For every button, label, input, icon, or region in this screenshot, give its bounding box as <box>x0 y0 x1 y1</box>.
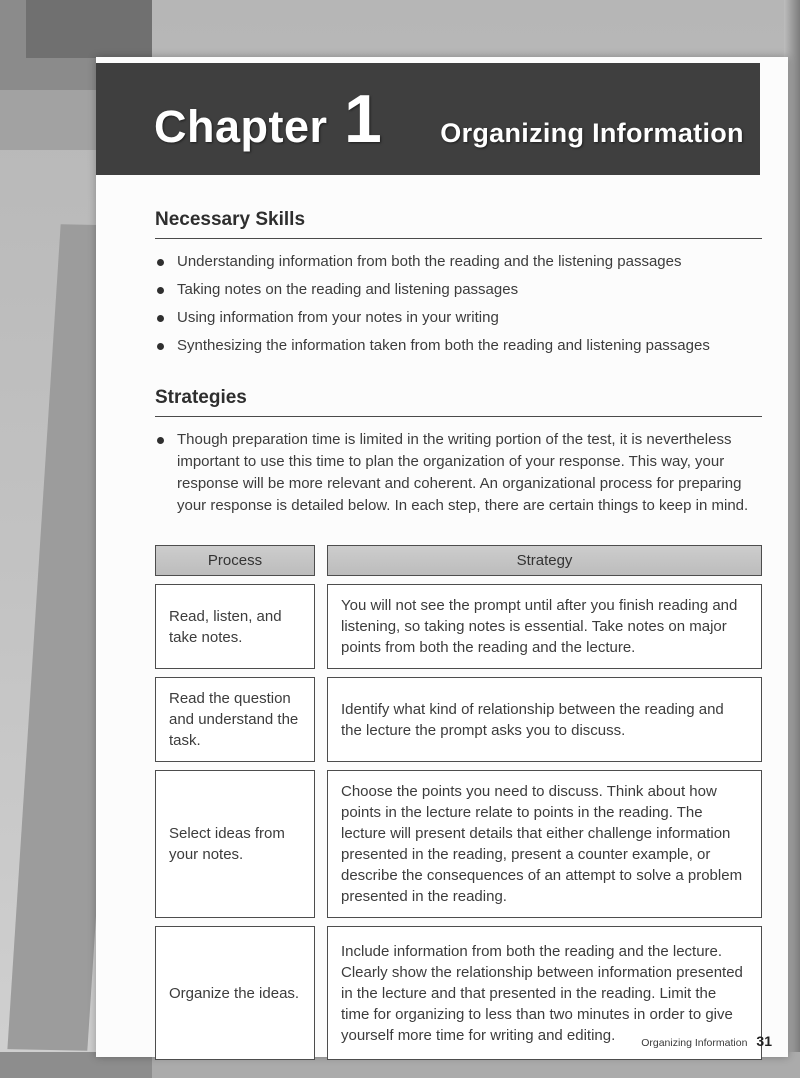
bullet-icon <box>157 343 164 350</box>
process-strategy-table <box>155 545 762 1060</box>
list-item <box>155 335 762 357</box>
strategies-intro-text: Though preparation time is limited in the writing portion of the test, it is nevertheless important to use this time to plan the organization of your response. This way, your response will be more relevant and coherent. An organizational process for preparing your response is detailed below. In each step, there are certain things to keep in mind. <box>177 431 749 514</box>
list-item <box>155 251 762 273</box>
list-item <box>155 429 762 517</box>
table-cell-strategy: You will not see the prompt until after you finish reading and listening, so taking notes is essential. Take notes on major points from both the reading and the lecture. <box>327 584 762 669</box>
table-cell-strategy: Identify what kind of relationship between the reading and the lecture the prompt asks you to discuss. <box>327 677 762 762</box>
chapter-header <box>96 63 760 175</box>
chapter-header-text <box>96 80 744 158</box>
chapter-title: Organizing Information <box>440 118 744 148</box>
table-header-strategy: Strategy <box>327 545 762 576</box>
bullet-icon <box>157 287 164 294</box>
footer-running-title: Organizing Information <box>641 1037 748 1049</box>
list-item-text: Taking notes on the reading and listening passages <box>177 281 519 298</box>
strategies-list <box>155 429 762 517</box>
background-shape-top-left-dark <box>26 0 152 58</box>
list-item <box>155 279 762 301</box>
necessary-skills-heading: Necessary Skills <box>155 209 762 239</box>
table-cell-process: Read the question and understand the task. <box>155 677 315 762</box>
page-footer <box>641 1033 772 1049</box>
list-item-text: Synthesizing the information taken from both the reading and listening passages <box>177 337 710 354</box>
table-cell-strategy: Include information from both the reading and the lecture. Clearly show the relationship between information presented in the lecture and that presented in the reading. Limit the time for organizing to less than two minutes in order to give yourself more time for writing and editing. <box>327 926 762 1060</box>
bullet-icon <box>157 437 164 444</box>
chapter-number: 1 <box>343 81 382 157</box>
table-cell-strategy: Choose the points you need to discuss. Think about how points in the lecture relate to points in the reading. The lecture will present details that either challenge information presented in the reading, present a counter example, or describe the consequences of an attempt to solve a problem presented in the reading. <box>327 770 762 918</box>
bullet-icon <box>157 315 164 322</box>
necessary-skills-list <box>155 251 762 357</box>
list-item <box>155 307 762 329</box>
book-page <box>96 57 788 1057</box>
necessary-skills-section <box>155 209 762 357</box>
table-cell-process: Organize the ideas. <box>155 926 315 1060</box>
list-item-text: Understanding information from both the reading and the listening passages <box>177 253 682 270</box>
bullet-icon <box>157 259 164 266</box>
strategies-section <box>155 387 762 517</box>
page-content <box>155 209 762 1060</box>
page-number: 31 <box>756 1033 772 1049</box>
strategies-heading: Strategies <box>155 387 762 417</box>
table-cell-process: Read, listen, and take notes. <box>155 584 315 669</box>
chapter-label: Chapter <box>154 101 328 152</box>
table-cell-process: Select ideas from your notes. <box>155 770 315 918</box>
table-header-process: Process <box>155 545 315 576</box>
list-item-text: Using information from your notes in your writing <box>177 309 499 326</box>
